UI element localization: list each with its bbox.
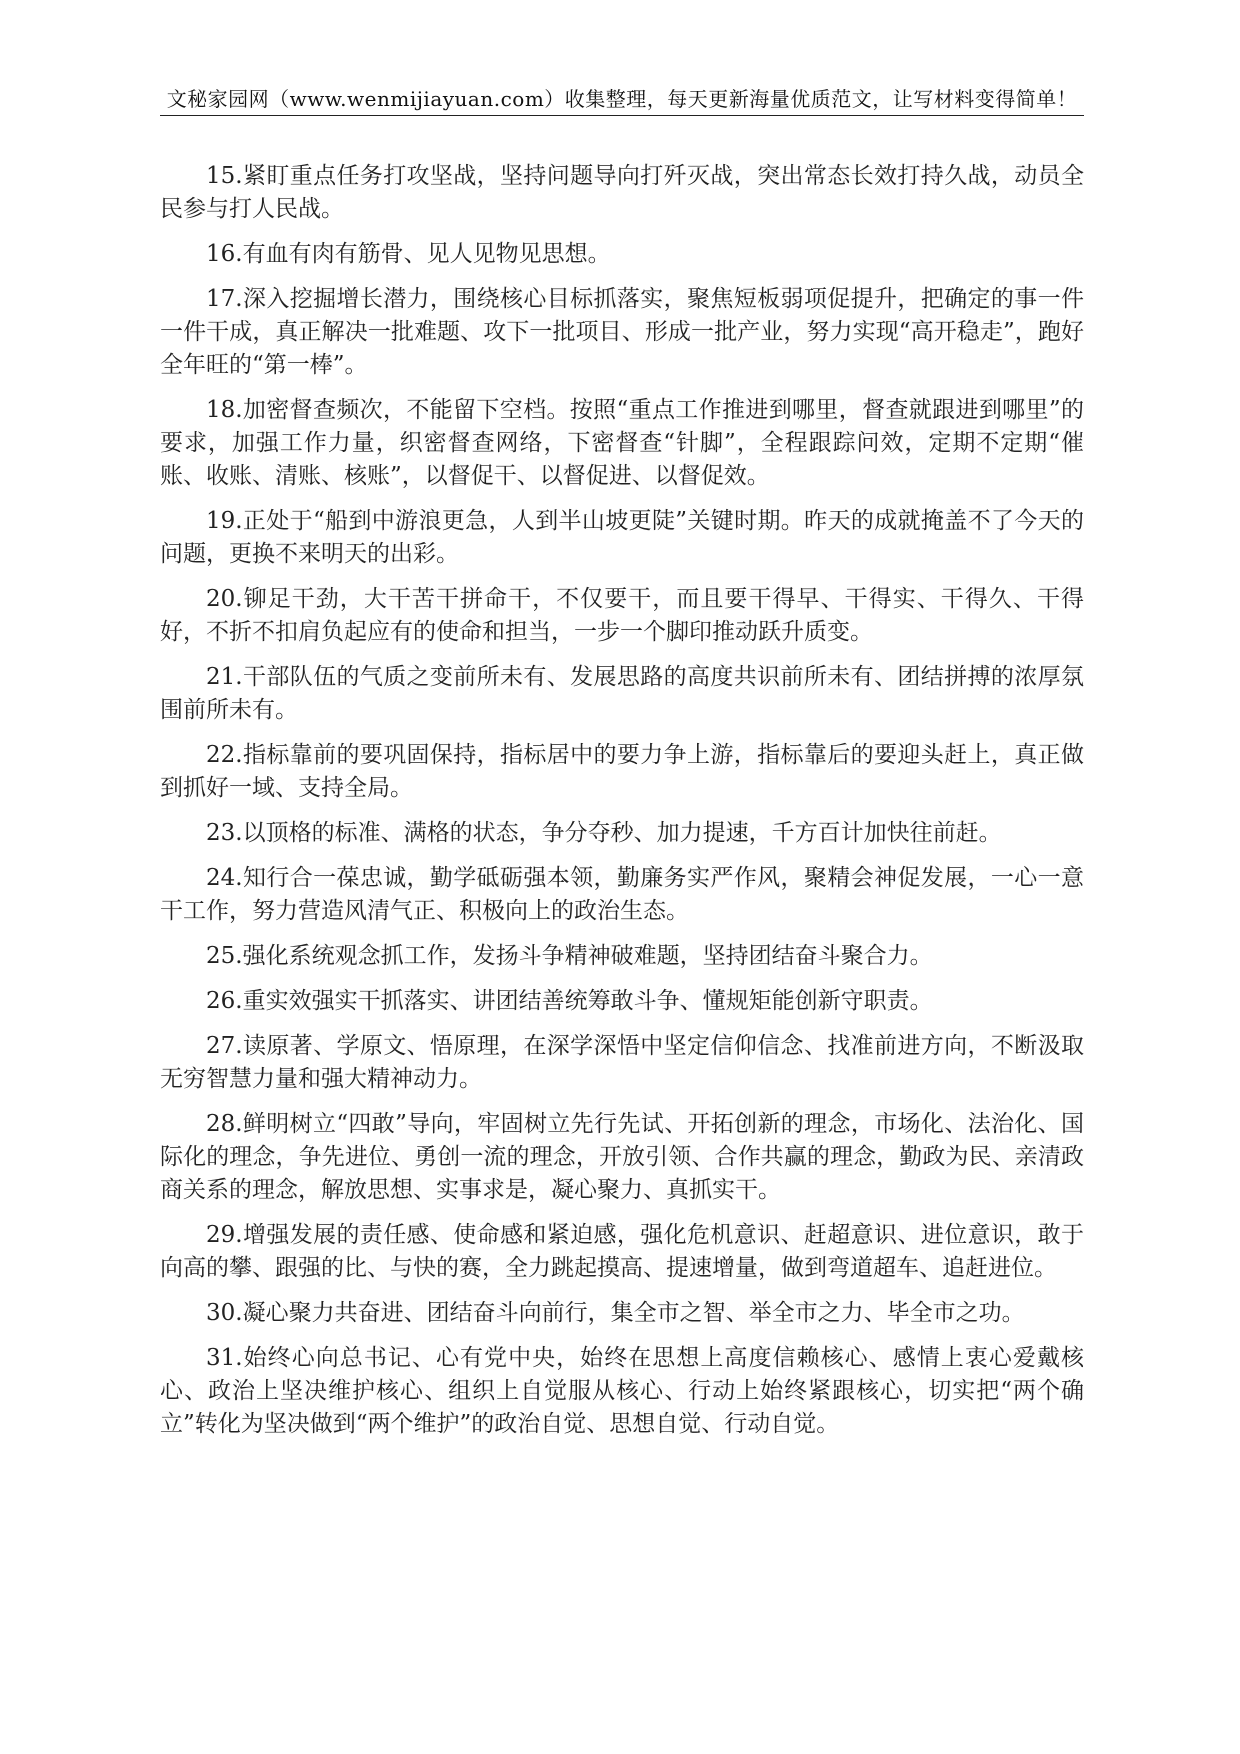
paragraph-text: 加密督查频次，不能留下空档。按照“重点工作推进到哪里，督查就跟进到哪里”的要求，加强工作力量，织密督查网络，下密督查“针脚”，全程跟踪问效，定期不定期“催账、收账、清账、核账”，以督促干、以督促进、以督促效。 xyxy=(160,397,1084,489)
paragraph-text: 强化系统观念抓工作，发扬斗争精神破难题，坚持团结奋斗聚合力。 xyxy=(242,943,933,969)
paragraph-number: 28. xyxy=(206,1111,243,1137)
paragraph-number: 24. xyxy=(206,865,243,891)
paragraph-number: 26. xyxy=(206,988,243,1014)
paragraph-text: 增强发展的责任感、使命感和紧迫感，强化危机意识、赶超意识、进位意识，敢于向高的攀、跟强的比、与快的赛，全力跳起摸高、提速增量，做到弯道超车、追赶进位。 xyxy=(160,1222,1084,1281)
paragraph-number: 21. xyxy=(206,664,243,690)
paragraph-text: 鲜明树立“四敢”导向，牢固树立先行先试、开拓创新的理念，市场化、法治化、国际化的理念，争先进位、勇创一流的理念，开放引领、合作共赢的理念，勤政为民、亲清政商关系的理念，解放思想、实事求是，凝心聚力、真抓实干。 xyxy=(160,1111,1084,1203)
document-body xyxy=(160,160,1084,1453)
paragraph-16 xyxy=(160,238,1084,271)
paragraph-21 xyxy=(160,661,1084,727)
paragraph-text: 读原著、学原文、悟原理，在深学深悟中坚定信仰信念、找准前进方向，不断汲取无穷智慧力量和强大精神动力。 xyxy=(160,1033,1084,1092)
paragraph-17 xyxy=(160,283,1084,382)
paragraph-number: 29. xyxy=(206,1222,243,1248)
paragraph-number: 20. xyxy=(206,586,243,612)
paragraph-19 xyxy=(160,505,1084,571)
paragraph-text: 始终心向总书记、心有党中央，始终在思想上高度信赖核心、感情上衷心爱戴核心、政治上坚决维护核心、组织上自觉服从核心、行动上始终紧跟核心，切实把“两个确立”转化为坚决做到“两个维护”的政治自觉、思想自觉、行动自觉。 xyxy=(160,1345,1084,1437)
paragraph-18 xyxy=(160,394,1084,493)
paragraph-text: 铆足干劲，大干苦干拼命干，不仅要干，而且要干得早、干得实、干得久、干得好，不折不扣肩负起应有的使命和担当，一步一个脚印推动跃升质变。 xyxy=(160,586,1084,645)
paragraph-number: 23. xyxy=(206,820,243,846)
paragraph-22 xyxy=(160,739,1084,805)
paragraph-text: 干部队伍的气质之变前所未有、发展思路的高度共识前所未有、团结拼搏的浓厚氛围前所未有。 xyxy=(160,664,1084,723)
paragraph-text: 凝心聚力共奋进、团结奋斗向前行，集全市之智、举全市之力、毕全市之功。 xyxy=(242,1300,1025,1326)
paragraph-number: 18. xyxy=(206,397,243,423)
paragraph-number: 27. xyxy=(206,1033,243,1059)
paragraph-number: 22. xyxy=(206,742,243,768)
paragraph-29 xyxy=(160,1219,1084,1285)
paragraph-number: 30. xyxy=(206,1300,243,1326)
paragraph-number: 15. xyxy=(206,163,243,189)
paragraph-text: 以顶格的标准、满格的状态，争分夺秒、加力提速，千方百计加快往前赶。 xyxy=(242,820,1002,846)
paragraph-number: 16. xyxy=(206,241,243,267)
paragraph-26 xyxy=(160,985,1084,1018)
paragraph-text: 指标靠前的要巩固保持，指标居中的要力争上游，指标靠后的要迎头赶上，真正做到抓好一域、支持全局。 xyxy=(160,742,1084,801)
page-header: 文秘家园网（www.wenmijiayuan.com）收集整理，每天更新海量优质范文，让写材料变得简单！ xyxy=(160,86,1084,116)
paragraph-text: 重实效强实干抓落实、讲团结善统筹敢斗争、懂规矩能创新守职责。 xyxy=(242,988,933,1014)
paragraph-24 xyxy=(160,862,1084,928)
paragraph-text: 深入挖掘增长潜力，围绕核心目标抓落实，聚焦短板弱项促提升，把确定的事一件一件干成，真正解决一批难题、攻下一批项目、形成一批产业，努力实现“高开稳走”，跑好全年旺的“第一棒”。 xyxy=(160,286,1084,378)
paragraph-31 xyxy=(160,1342,1084,1441)
paragraph-text: 紧盯重点任务打攻坚战，坚持问题导向打歼灭战，突出常态长效打持久战，动员全民参与打人民战。 xyxy=(160,163,1084,222)
paragraph-number: 25. xyxy=(206,943,243,969)
paragraph-number: 19. xyxy=(206,508,243,534)
paragraph-25 xyxy=(160,940,1084,973)
paragraph-text: 有血有肉有筋骨、见人见物见思想。 xyxy=(242,241,611,267)
paragraph-28 xyxy=(160,1108,1084,1207)
paragraph-number: 31. xyxy=(206,1345,243,1371)
paragraph-30 xyxy=(160,1297,1084,1330)
paragraph-23 xyxy=(160,817,1084,850)
paragraph-27 xyxy=(160,1030,1084,1096)
paragraph-15 xyxy=(160,160,1084,226)
paragraph-text: 知行合一葆忠诚，勤学砥砺强本领，勤廉务实严作风，聚精会神促发展，一心一意干工作，努力营造风清气正、积极向上的政治生态。 xyxy=(160,865,1084,924)
paragraph-number: 17. xyxy=(206,286,243,312)
paragraph-text: 正处于“船到中游浪更急，人到半山坡更陡”关键时期。昨天的成就掩盖不了今天的问题，更换不来明天的出彩。 xyxy=(160,508,1084,567)
paragraph-20 xyxy=(160,583,1084,649)
